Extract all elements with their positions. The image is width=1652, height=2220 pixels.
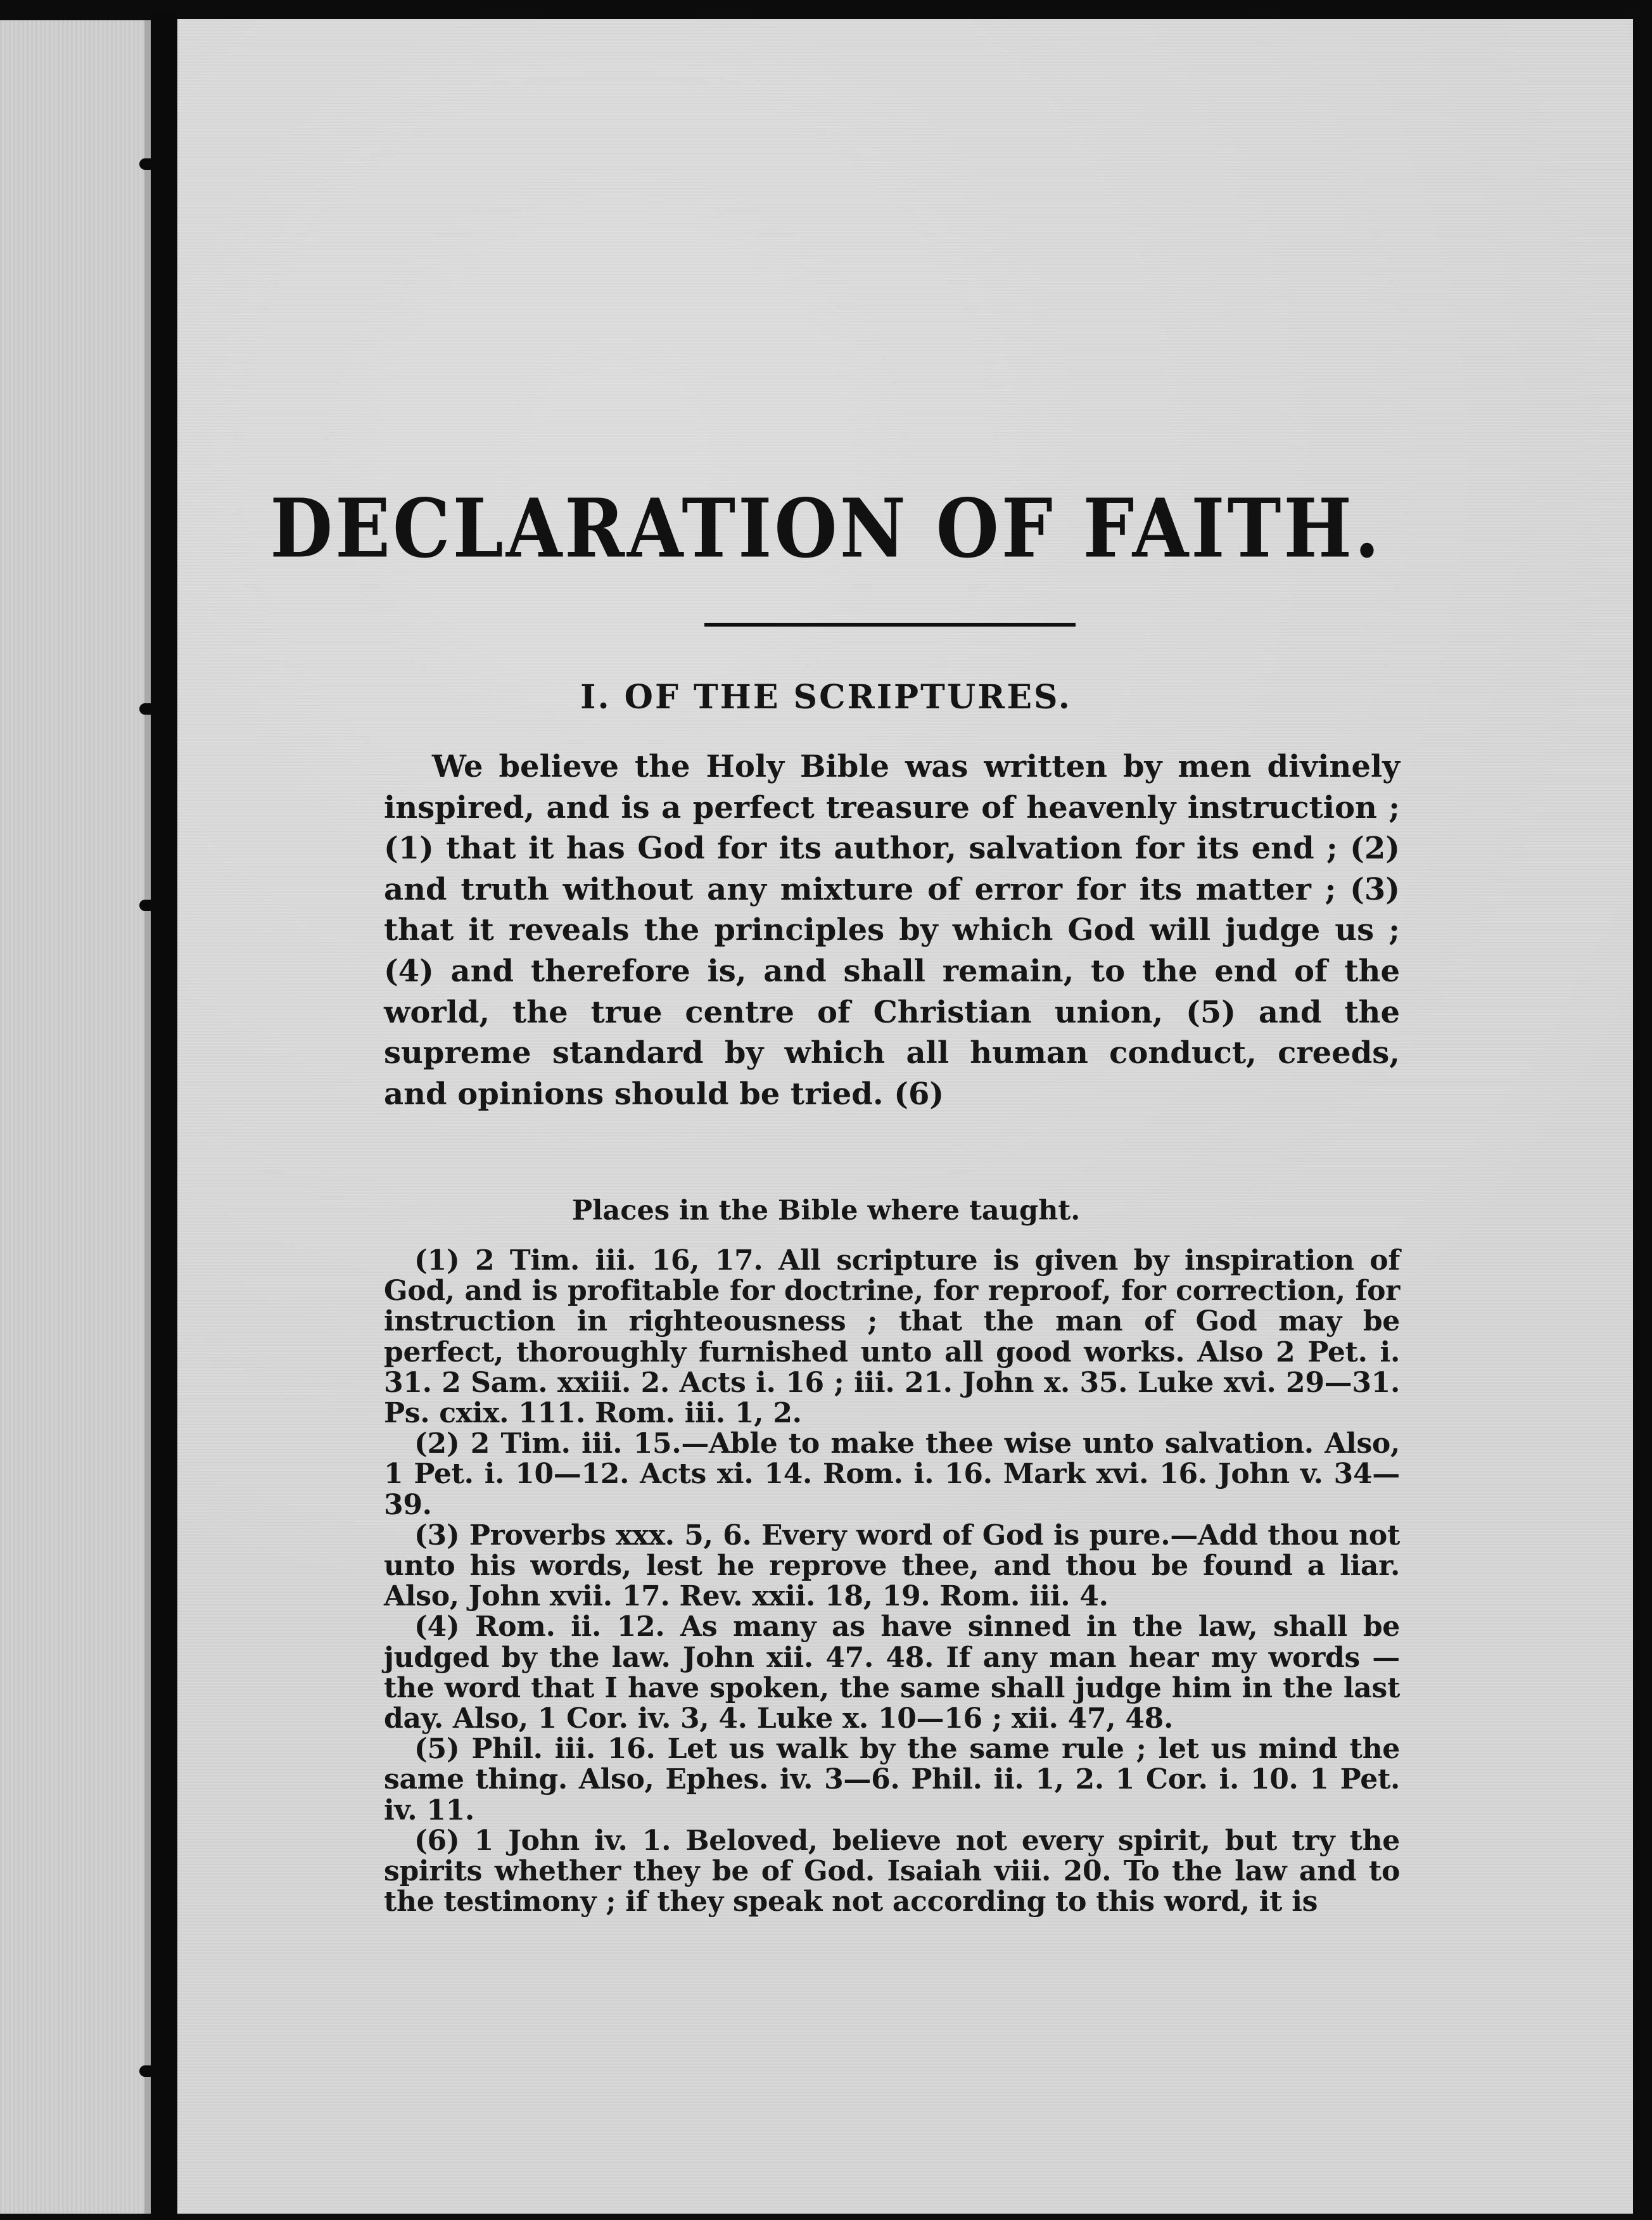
section-heading: I. OF THE SCRIPTURES. <box>580 678 1072 717</box>
reference-item-1: (1) 2 Tim. iii. 16, 17. All scripture is given by inspiration of God, and is profitable for doctrine, for reproof, for correction, for instruction in righteousness ; that the man of God may be perfect, thoroughly furnished unto all good works. Also 2 Pet. i. 31. 2 Sam. xxiii. 2. Acts i. 16 ; iii. 21. John x. 35. Luke xvi. 29—31. Ps. cxix. 111. Rom. iii. 1, 2. <box>384 1244 1400 1430</box>
page-title: DECLARATION OF FAITH. <box>270 480 1382 576</box>
scan-right-edge <box>1633 19 1652 2220</box>
reference-item-5: (5) Phil. iii. 16. Let us walk by the same rule ; let us mind the same thing. Also, Ephes. iv. 3—6. Phil. ii. 1, 2. 1 Cor. i. 10. 1 Pet. iv. 11. <box>384 1733 1400 1827</box>
reference-item-2: (2) 2 Tim. iii. 15.—Able to make thee wise unto salvation. Also, 1 Pet. i. 10—12. Acts xi. 14. Rom. i. 16. Mark xvi. 16. John v. 34—39. <box>384 1427 1400 1521</box>
reference-list <box>384 1246 1400 1917</box>
binding-spine <box>151 13 177 2220</box>
facing-page-strip <box>0 20 151 2214</box>
page-crease <box>144 20 151 2214</box>
title-divider <box>704 623 1076 627</box>
reference-item-3: (3) Proverbs xxx. 5, 6. Every word of God is pure.—Add thou not unto his words, lest he reprove thee, and thou be found a liar. Also, John xvii. 17. Rev. xxii. 18, 19. Rom. iii. 4. <box>384 1519 1400 1613</box>
reference-item-4: (4) Rom. ii. 12. As many as have sinned in the law, shall be judged by the law. John xii. 47. 48. If any man hear my words —the word that I have spoken, the same shall judge him in the last day. Also, 1 Cor. iv. 3, 4. Luke x. 10—16 ; xii. 47, 48. <box>384 1611 1400 1735</box>
places-heading: Places in the Bible where taught. <box>571 1195 1081 1227</box>
intro-paragraph: We believe the Holy Bible was written by men divinely inspired, and is a perfect treasure of heavenly instruction ; (1) that it has God for its author, salvation for its end ; (2) and truth without any mixture of error for its matter ; (3) that it reveals the principles by which God will judge us ; (4) and therefore is, and shall remain, to the end of the world, the true centre of Christian union, (5) and the supreme standard by which all human conduct, creeds, and opinions should be tried. (6) <box>384 749 1400 1112</box>
reference-item-6: (6) 1 John iv. 1. Beloved, believe not every spirit, but try the spirits whether they be of God. Isaiah viii. 20. To the law and to the testimony ; if they speak not according to this word, it is <box>384 1824 1400 1918</box>
